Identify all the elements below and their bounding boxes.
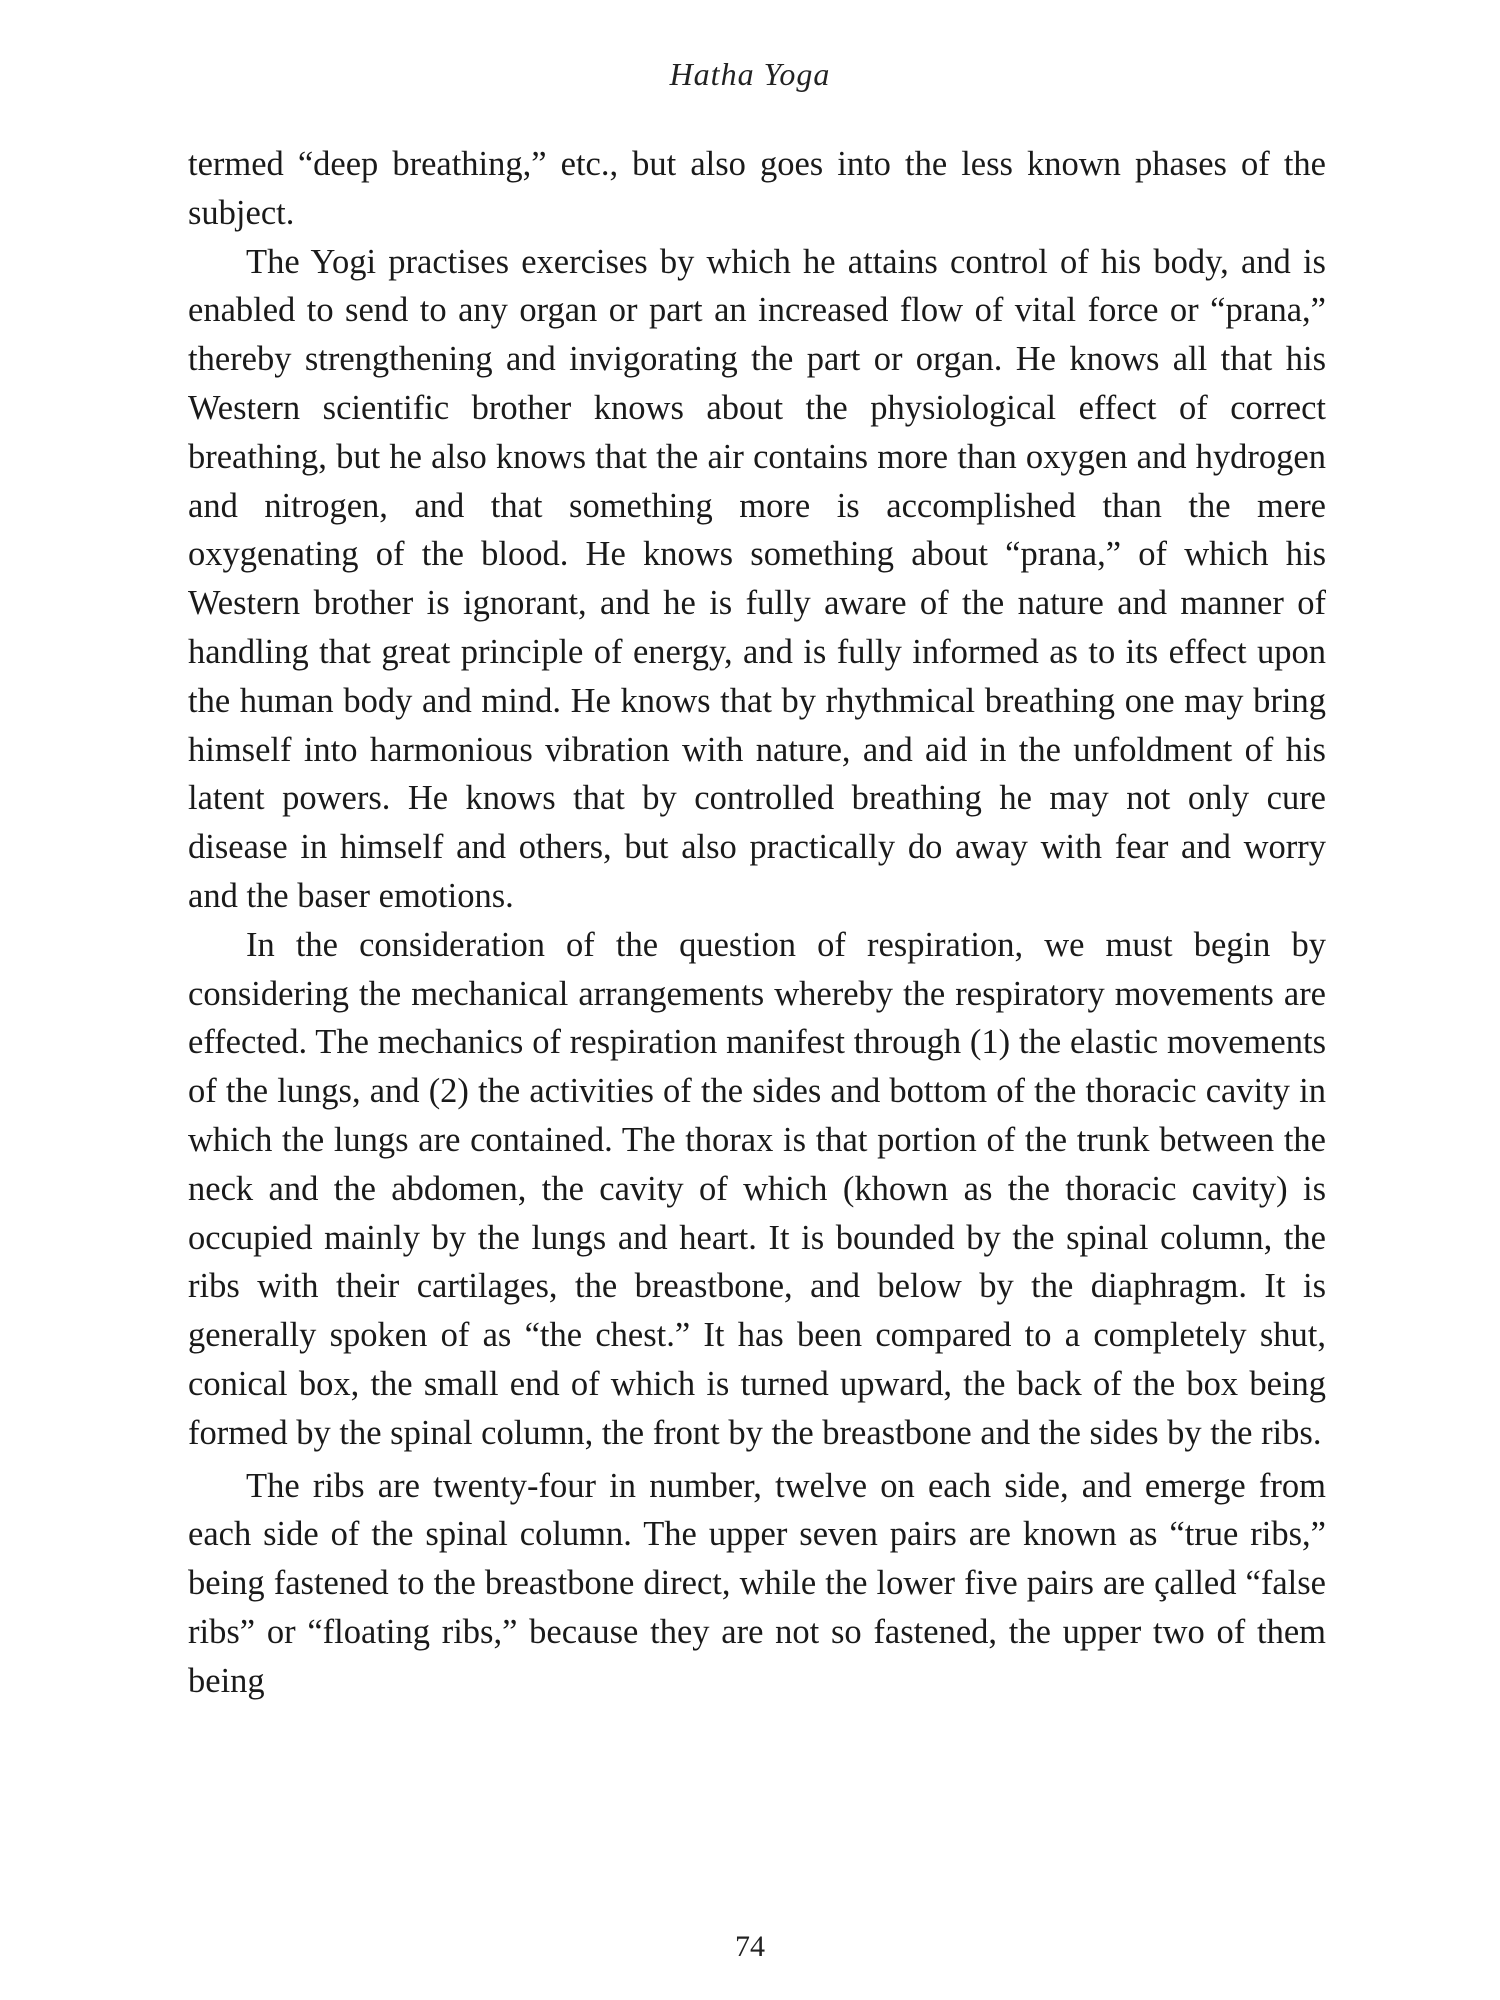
page-number: 74 (735, 1930, 765, 1963)
running-head: Hatha Yoga (669, 56, 831, 92)
body-text (188, 140, 1326, 1706)
paragraph-ribs: The ribs are twenty-four in number, twelve on each side, and emerge from each side of the spinal column. The upper seven pairs are known as “true ribs,” being fastened to the breastbone direct, while the lower five pairs are çalled “false ribs” or “floating ribs,” because they are not so fastened, the upper two of them being (188, 1466, 1326, 1700)
paragraph-yogi-practises: The Yogi practises exercises by which he attains control of his body, and is enabled to send to any organ or part an increased flow of vital force or “prana,” thereby strengthening and invigorating the part or organ. He knows all that his Western scientific brother knows about the physiological effect of correct breathing, but he also knows that the air contains more than oxygen and hydrogen and nitrogen, and that something more is accomplished than the mere oxygenating of the blood. He knows something about “prana,” of which his Western brother is ignorant, and he is fully aware of the nature and manner of handling that great principle of energy, and is fully informed as to its effect upon the human body and mind. He knows that by rhythmical breathing one may bring himself into harmonious vibration with nature, and aid in the unfoldment of his latent powers. He knows that by controlled breathing he may not only cure disease in himself and others, but also practically do away with fear and worry and the baser emotions. (188, 242, 1326, 915)
paragraph-respiration: In the consideration of the question of respiration, we must begin by considering the mechanical arrangements whereby the respiratory movements are effected. The mechanics of respiration manifest through (1) the elastic movements of the lungs, and (2) the activities of the sides and bottom of the thoracic cavity in which the lungs are contained. The thorax is that portion of the trunk between the neck and the abdomen, the cavity of which (khown as the thoracic cavity) is occupied mainly by the lungs and heart. It is bounded by the spinal column, the ribs with their cartilages, the breastbone, and below by the diaphragm. It is generally spoken of as “the chest.” It has been compared to a completely shut, conical box, the small end of which is turned upward, the back of the box being formed by the spinal column, the front by the breastbone and the sides by the ribs. (188, 925, 1326, 1452)
paragraph-continued: termed “deep breathing,” etc., but also goes into the less known phases of the subject. (188, 145, 1326, 232)
